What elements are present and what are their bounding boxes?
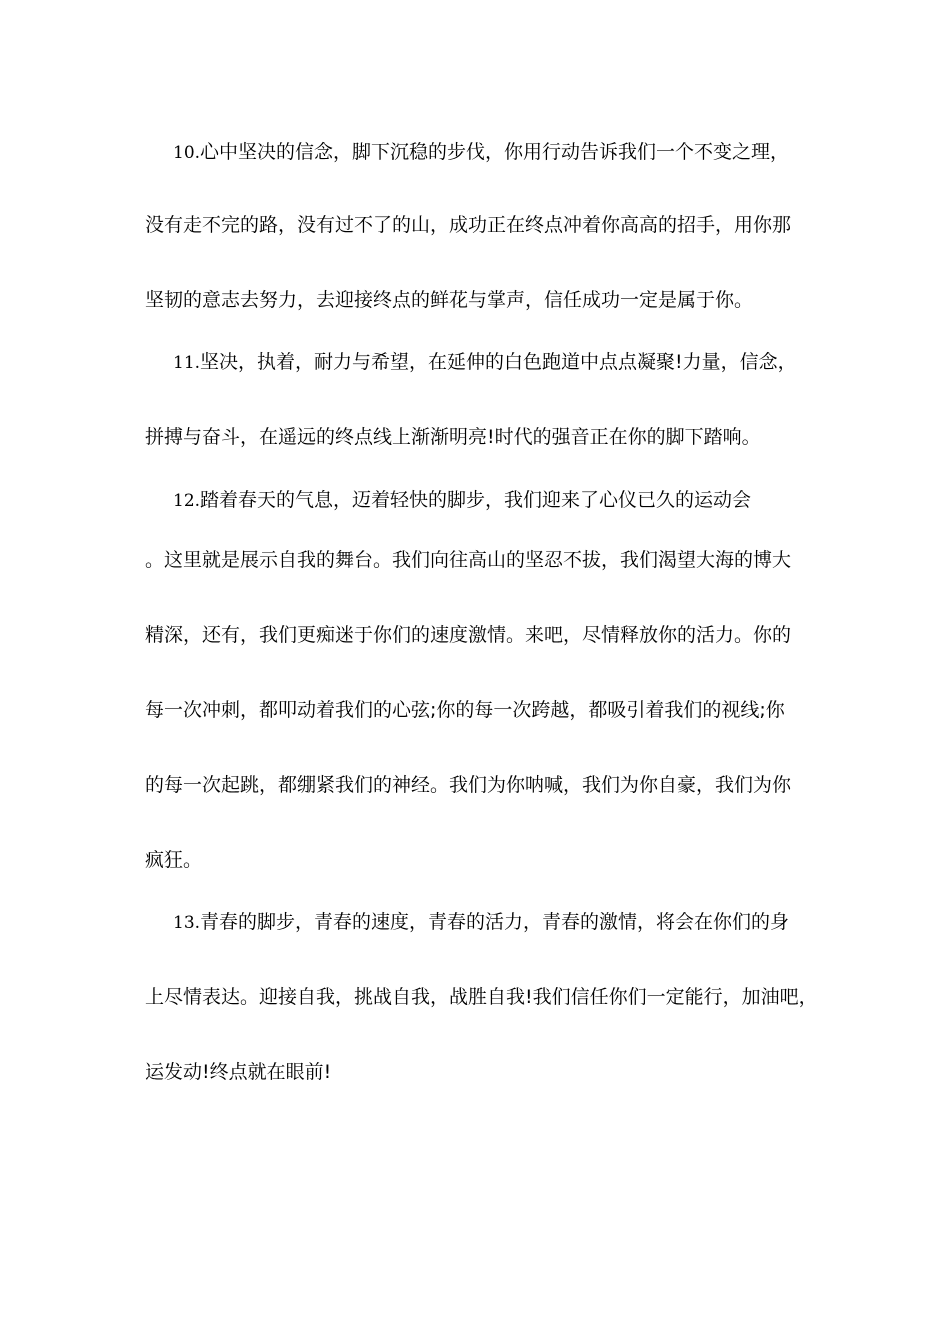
paragraph-12-line-3: 精深，还有，我们更痴迷于你们的速度激情。来吧，尽情释放你的活力。你的 — [145, 624, 792, 646]
paragraph-number: 11. — [173, 353, 201, 373]
paragraph-12-line-4: 每一次冲刺，都叩动着我们的心弦;你的每一次跨越，都吸引着我们的视线;你 — [145, 699, 785, 721]
paragraph-12-line-2: 。这里就是展示自我的舞台。我们向往高山的坚忍不拔，我们渴望大海的博大 — [145, 549, 792, 571]
paragraph-13-line-3: 运发动!终点就在眼前! — [145, 1061, 332, 1083]
paragraph-10-line-2: 没有走不完的路，没有过不了的山，成功正在终点冲着你高高的招手，用你那 — [145, 214, 792, 236]
line-text: 心中坚决的信念，脚下沉稳的步伐，你用行动告诉我们一个不变之理， — [200, 141, 790, 163]
paragraph-12-line-1 — [173, 488, 751, 513]
paragraph-13-line-2: 上尽情表达。迎接自我，挑战自我，战胜自我!我们信任你们一定能行，加油吧， — [145, 986, 818, 1008]
paragraph-number: 12. — [173, 491, 201, 511]
paragraph-number: 13. — [173, 913, 201, 933]
paragraph-number: 10. — [173, 143, 201, 163]
line-text: 坚决，执着，耐力与希望，在延伸的白色跑道中点点凝聚!力量，信念， — [200, 351, 797, 373]
paragraph-11-line-1 — [173, 350, 797, 375]
paragraph-10-line-3: 坚韧的意志去努力，去迎接终点的鲜花与掌声，信任成功一定是属于你。 — [145, 289, 754, 311]
paragraph-11-line-2: 拼搏与奋斗，在遥远的终点线上渐渐明亮!时代的强音正在你的脚下踏响。 — [145, 426, 761, 448]
line-text: 青春的脚步，青春的速度，青春的活力，青春的激情，将会在你们的身 — [200, 911, 790, 933]
paragraph-10-line-1 — [173, 140, 789, 165]
paragraph-13-line-1 — [173, 910, 789, 935]
paragraph-12-line-5: 的每一次起跳，都绷紧我们的神经。我们为你呐喊，我们为你自豪，我们为你 — [145, 774, 792, 796]
line-text: 踏着春天的气息，迈着轻快的脚步，我们迎来了心仪已久的运动会 — [200, 489, 752, 511]
paragraph-12-line-6: 疯狂。 — [145, 849, 203, 871]
